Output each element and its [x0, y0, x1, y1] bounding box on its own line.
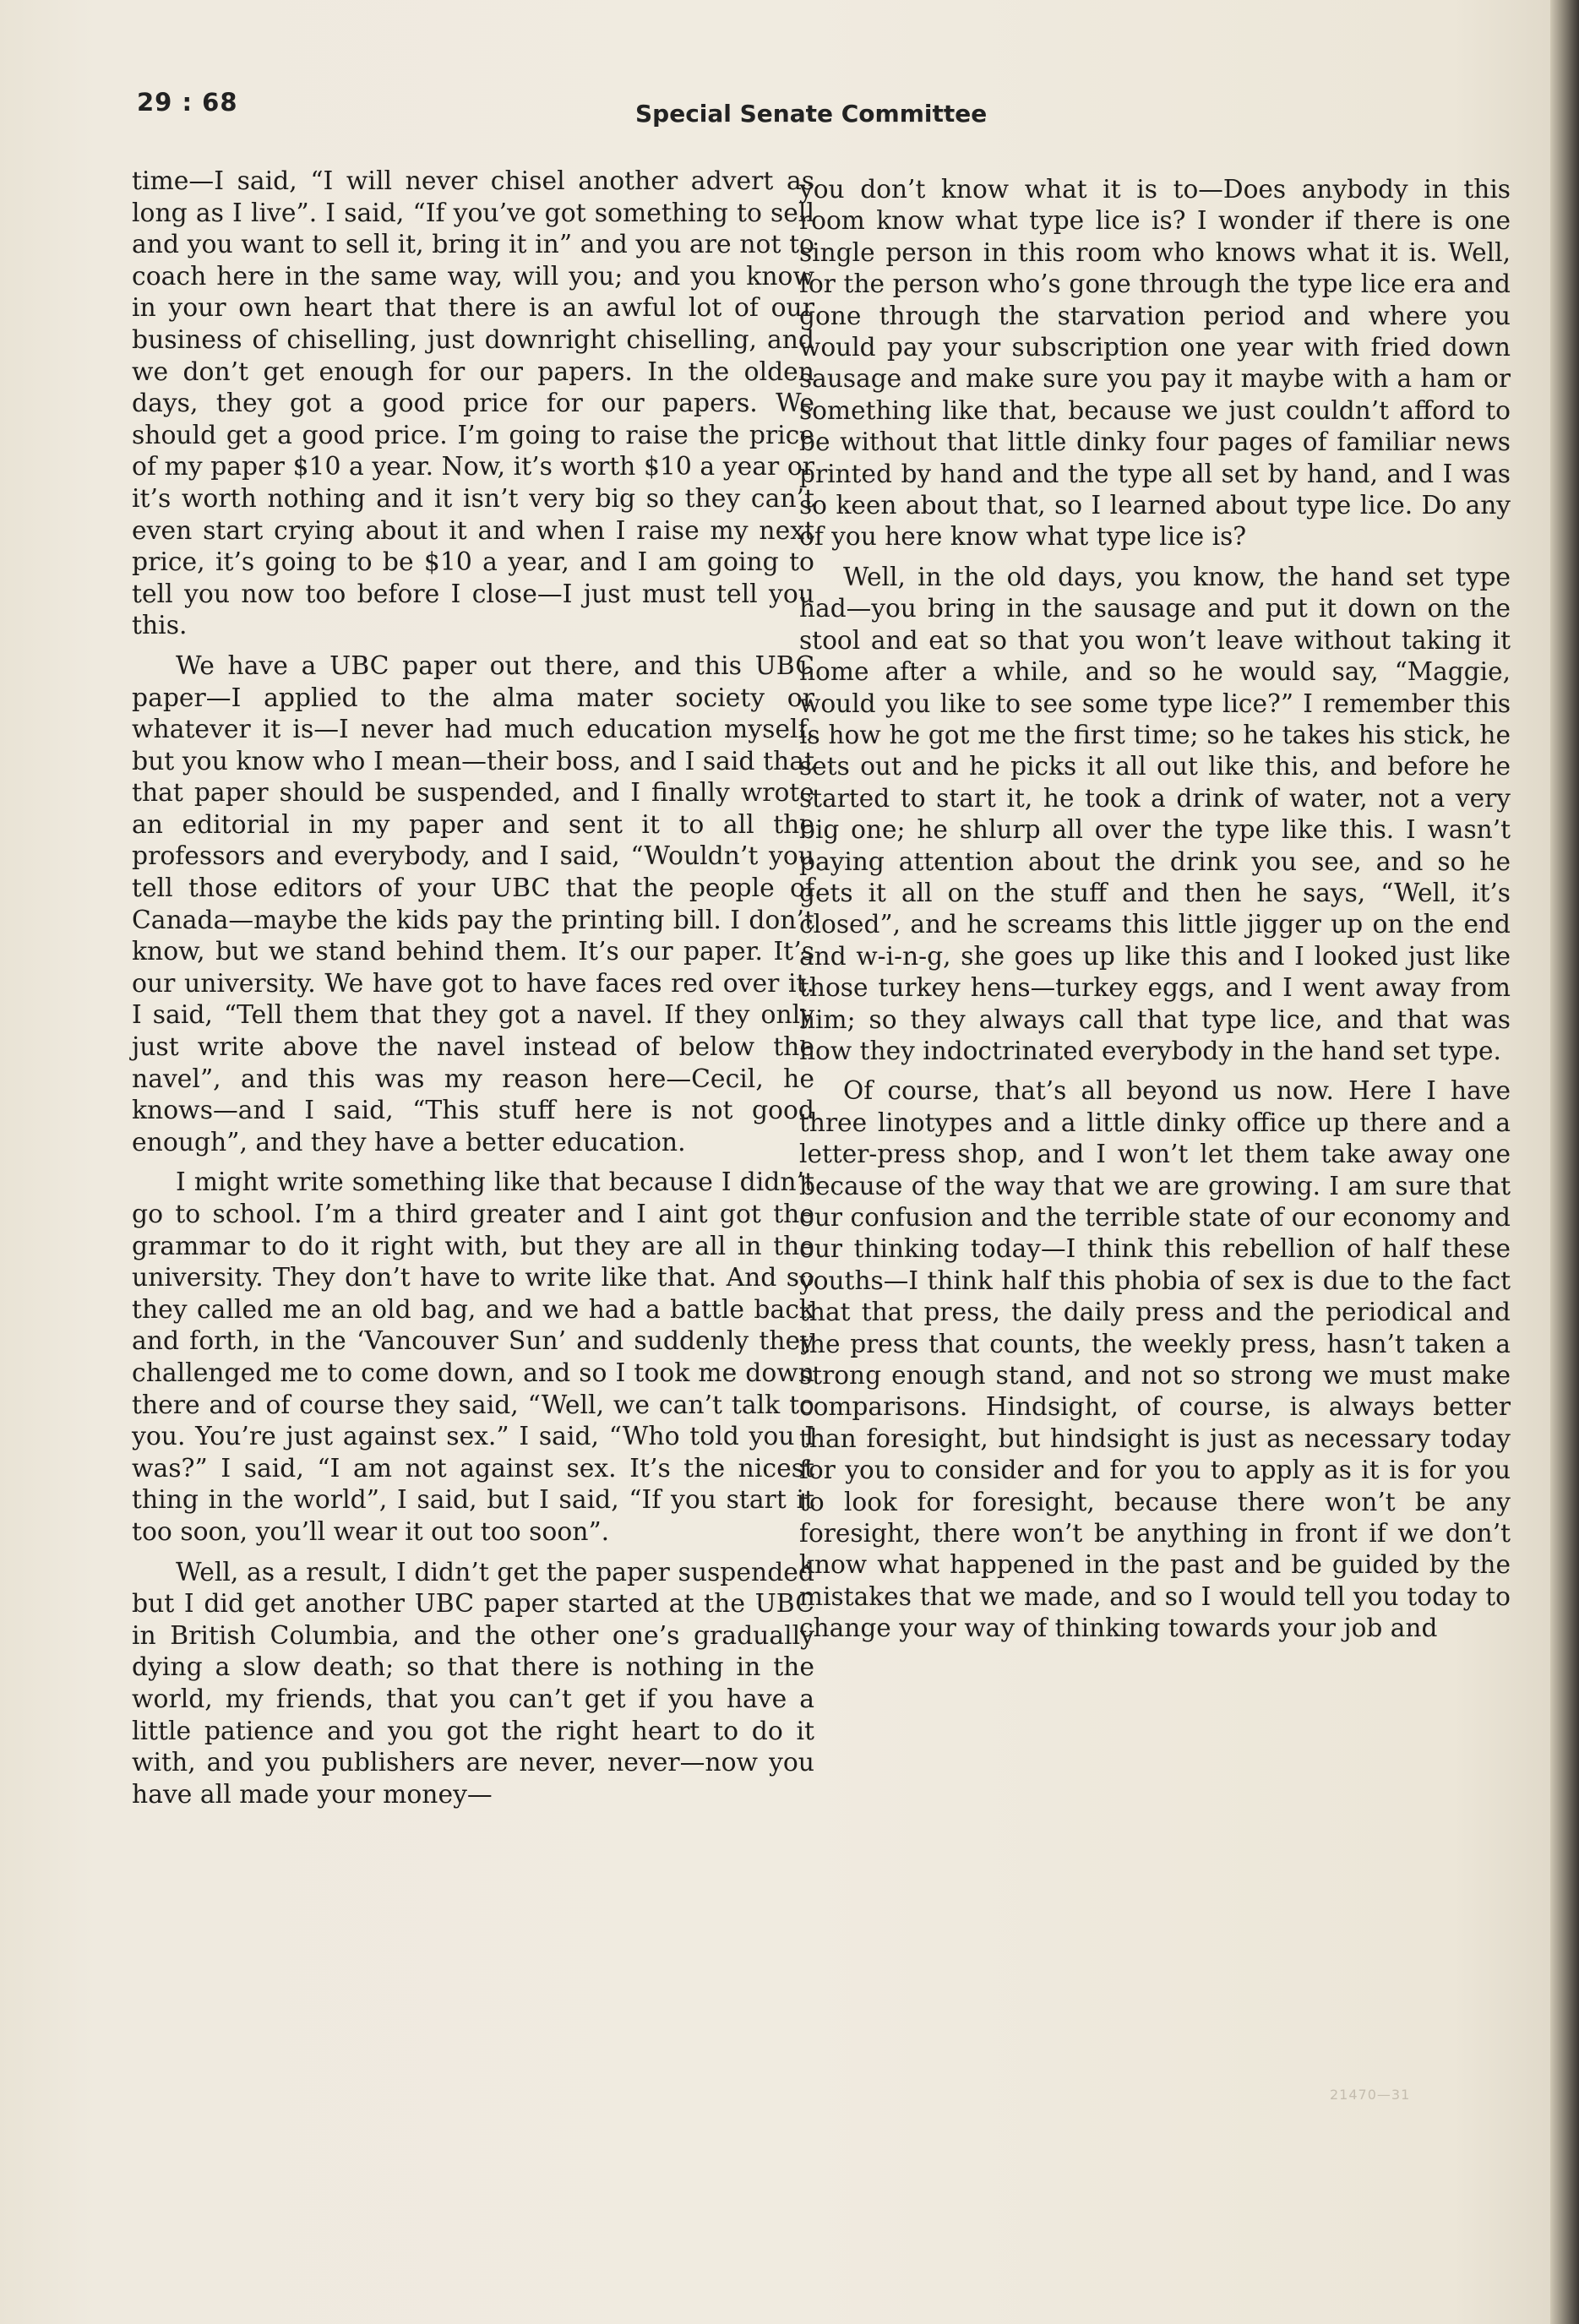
right-column	[799, 174, 1511, 1645]
paragraph: Well, as a result, I didn’t get the paper suspended but I did get another UBC paper started at the UBC in British Columbia, and the other one’s gradually dying a slow death; so that there is nothing in the world, my friends, that you can’t get if you have a little patience and you got the right heart to do it with, and you publishers are never, never—now you have all made your money—	[132, 1557, 814, 1810]
folio-mark: 21470—31	[1330, 2087, 1411, 2103]
paragraph: Of course, that’s all beyond us now. Here I have three linotypes and a little dinky office up there and a letter-press shop, and I won’t let them take away one because of the way that we are growing. I am sure that our confusion and the terrible state of our economy and our thinking today—I think this rebellion of half these youths—I think half this phobia of sex is due to the fact that that press, the daily press and the periodical and the press that counts, the weekly press, hasn’t taken a strong enough stand, and not so strong we must make comparisons. Hindsight, of course, is always better than foresight, but hindsight is just as necessary today for you to consider and for you to apply as it is for you to look for foresight, because there won’t be any foresight, there won’t be anything in front if we don’t know what happened in the past and be guided by the mistakes that we made, and so I would tell you today to change your way of thinking towards your job and	[799, 1076, 1511, 1643]
paragraph: Well, in the old days, you know, the hand set type had—you bring in the sausage and put it down on the stool and eat so that you won’t leave without taking it home after a while, and so he would say, “Maggie, would you like to see some type lice?” I remember this is how he got me the first time; so he takes his stick, he sets out and he picks it all out like this, and before he started to start it, he took a drink of water, not a very big one; he shlurp all over the type like this. I wasn’t paying attention about the drink you see, and so he gets it all on the stuff and then he says, “Well, it’s closed”, and he screams this little jigger up on the end and w-i-n-g, she goes up like this and I looked just like those turkey hens—turkey eggs, and I went away from him; so they always call that type lice, and that was how they indoctrinated everybody in the hand set type.	[799, 562, 1511, 1065]
paragraph: We have a UBC paper out there, and this UBC paper—I applied to the alma mater society or whatever it is—I never had much education myself, but you know who I mean—their boss, and I said that that paper should be suspended, and I finally wrote an editorial in my paper and sent it to all the professors and everybody, and I said, “Wouldn’t you tell those editors of your UBC that the people of Canada—maybe the kids pay the printing bill. I don’t know, but we stand behind them. It’s our paper. It’s our university. We have got to have faces red over it. I said, “Tell them that they got a navel. If they only just write above the navel instead of below the navel”, and this was my reason here—Cecil, he knows—and I said, “This stuff here is not good enough”, and they have a better education.	[132, 650, 814, 1157]
paragraph: you don’t know what it is to—Does anybody in this room know what type lice is? I wonder if there is one single person in this room who knows what it is. Well, for the person who’s gone through the type lice era and gone through the starvation period and where you would pay your subscription one year with fried down sausage and make sure you pay it maybe with a ham or something like that, because we just couldn’t afford to be without that little dinky four pages of familiar news printed by hand and the type all set by hand, and I was so keen about that, so I learned about type lice. Do any of you here know what type lice is?	[799, 175, 1511, 552]
running-title: Special Senate Committee	[635, 100, 988, 128]
page-binding-edge	[1550, 0, 1579, 2324]
page-number: 29 : 68	[137, 88, 238, 117]
left-column	[132, 166, 814, 1810]
paragraph: time—I said, “I will never chisel another advert as long as I live”. I said, “If you’ve got something to sell and you want to sell it, bring it in” and you are not to coach here in the same way, will you; and you know in your own heart that there is an awful lot of our business of chiselling, just downright chiselling, and we don’t get enough for our papers. In the olden days, they got a good price for our papers. We should get a good price. I’m going to raise the price of my paper $10 a year. Now, it’s worth $10 a year or it’s worth nothing and it isn’t very big so they can’t even start crying about it and when I raise my next price, it’s going to be $10 a year, and I am going to tell you now too before I close—I just must tell you this.	[132, 166, 814, 641]
paragraph: I might write something like that because I didn’t go to school. I’m a third greater and I aint got the grammar to do it right with, but they are all in the university. They don’t have to write like that. And so they called me an old bag, and we had a battle back and forth, in the ‘Vancouver Sun’ and suddenly they challenged me to come down, and so I took me down there and of course they said, “Well, we can’t talk to you. You’re just against sex.” I said, “Who told you I was?” I said, “I am not against sex. It’s the nicest thing in the world”, I said, but I said, “If you start it too soon, you’ll wear it out too soon”.	[132, 1167, 814, 1547]
